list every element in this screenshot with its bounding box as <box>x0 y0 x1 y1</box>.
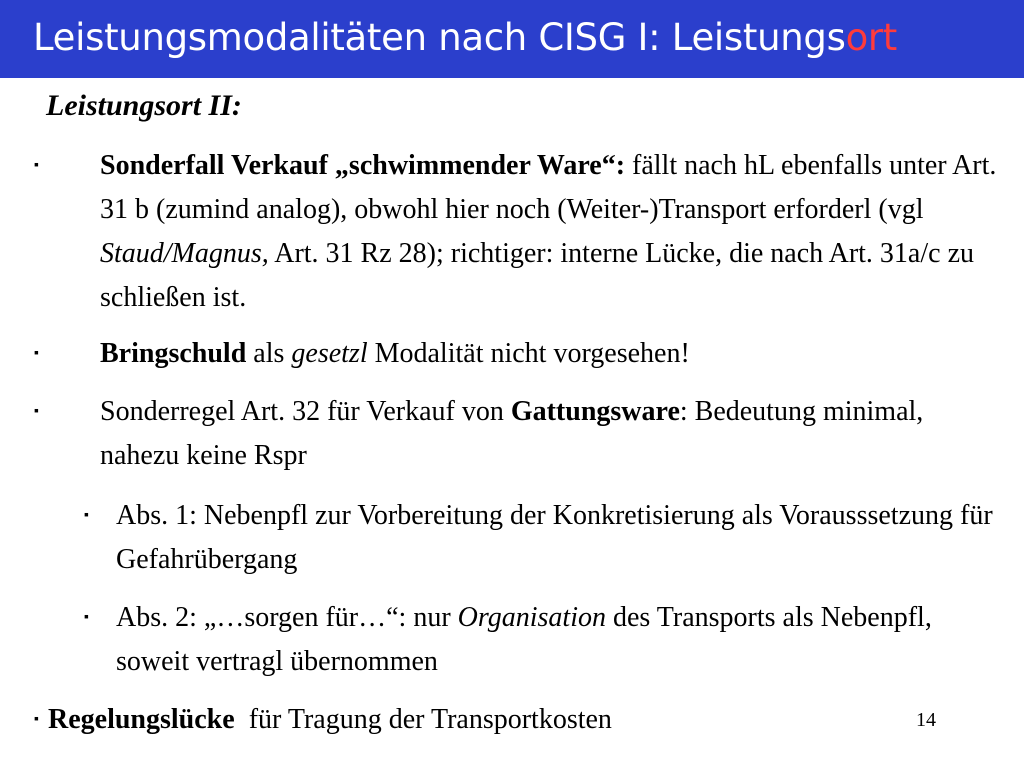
bullet-marker: ▪ <box>84 610 89 625</box>
bullet-bold: Regelungslücke <box>48 704 235 735</box>
bullet-text: Abs. 1: Nebenpfl zur Vorbereitung der Konkretisierung als Vorausssetzung für Gefahrübergang <box>116 500 993 575</box>
sub-bullet-item-abs-1 <box>84 494 996 582</box>
slide-title-main: Leistungsmodalitäten nach CISG I: Leistungs <box>33 16 846 59</box>
bullet-item-gattungsware <box>34 390 1000 478</box>
bullet-text: als <box>246 338 292 369</box>
bullet-italic: Organisation <box>457 602 606 633</box>
bullet-marker: ▪ <box>84 508 89 523</box>
slide-title-accent: ort <box>845 16 898 59</box>
bullet-italic: gesetzl <box>291 338 368 369</box>
bullet-text: : Bedeutung minimal, nahezu keine Rspr <box>100 396 924 471</box>
bullet-item-bringschuld <box>34 332 1000 376</box>
bullet-text: Art. 31 Rz 28); richtiger: interne Lücke, die nach Art. 31a/c zu schließen ist. <box>100 238 974 313</box>
bullet-marker: ▪ <box>34 158 39 173</box>
bullet-text: des Transports als Nebenpfl, soweit vertragl übernommen <box>116 602 932 677</box>
bullet-bold: Sonderfall Verkauf „schwimmender Ware“: <box>100 150 626 181</box>
bullet-bold: Gattungsware <box>510 396 680 427</box>
bullet-item-schwimmende-ware <box>34 144 1000 320</box>
bullet-bold: Bringschuld <box>100 338 247 369</box>
bullet-item-regelungsluecke <box>34 698 888 742</box>
page-number: 14 <box>916 709 936 731</box>
bullet-text: Modalität nicht vorgesehen! <box>367 338 690 369</box>
bullet-text: Sonderregel Art. 32 für Verkauf von <box>100 396 511 427</box>
bullet-text: fällt nach hL ebenfalls unter Art. 31 b (zumind analog), obwohl hier noch (Weiter-)Transport erforderl (vgl <box>100 150 997 225</box>
bullet-marker: ▪ <box>34 712 39 727</box>
bullet-text: Abs. 2: „…sorgen für…“: nur <box>116 602 458 633</box>
bullet-marker: ▪ <box>34 404 39 419</box>
bullet-text: für Tragung der Transportkosten <box>234 704 612 735</box>
slide-title <box>33 14 897 62</box>
sub-bullet-item-abs-2 <box>84 596 996 684</box>
bullet-italic: Staud/Magnus, <box>100 238 269 269</box>
slide-subtitle: Leistungsort II: <box>46 89 242 122</box>
bullet-marker: ▪ <box>34 346 39 361</box>
